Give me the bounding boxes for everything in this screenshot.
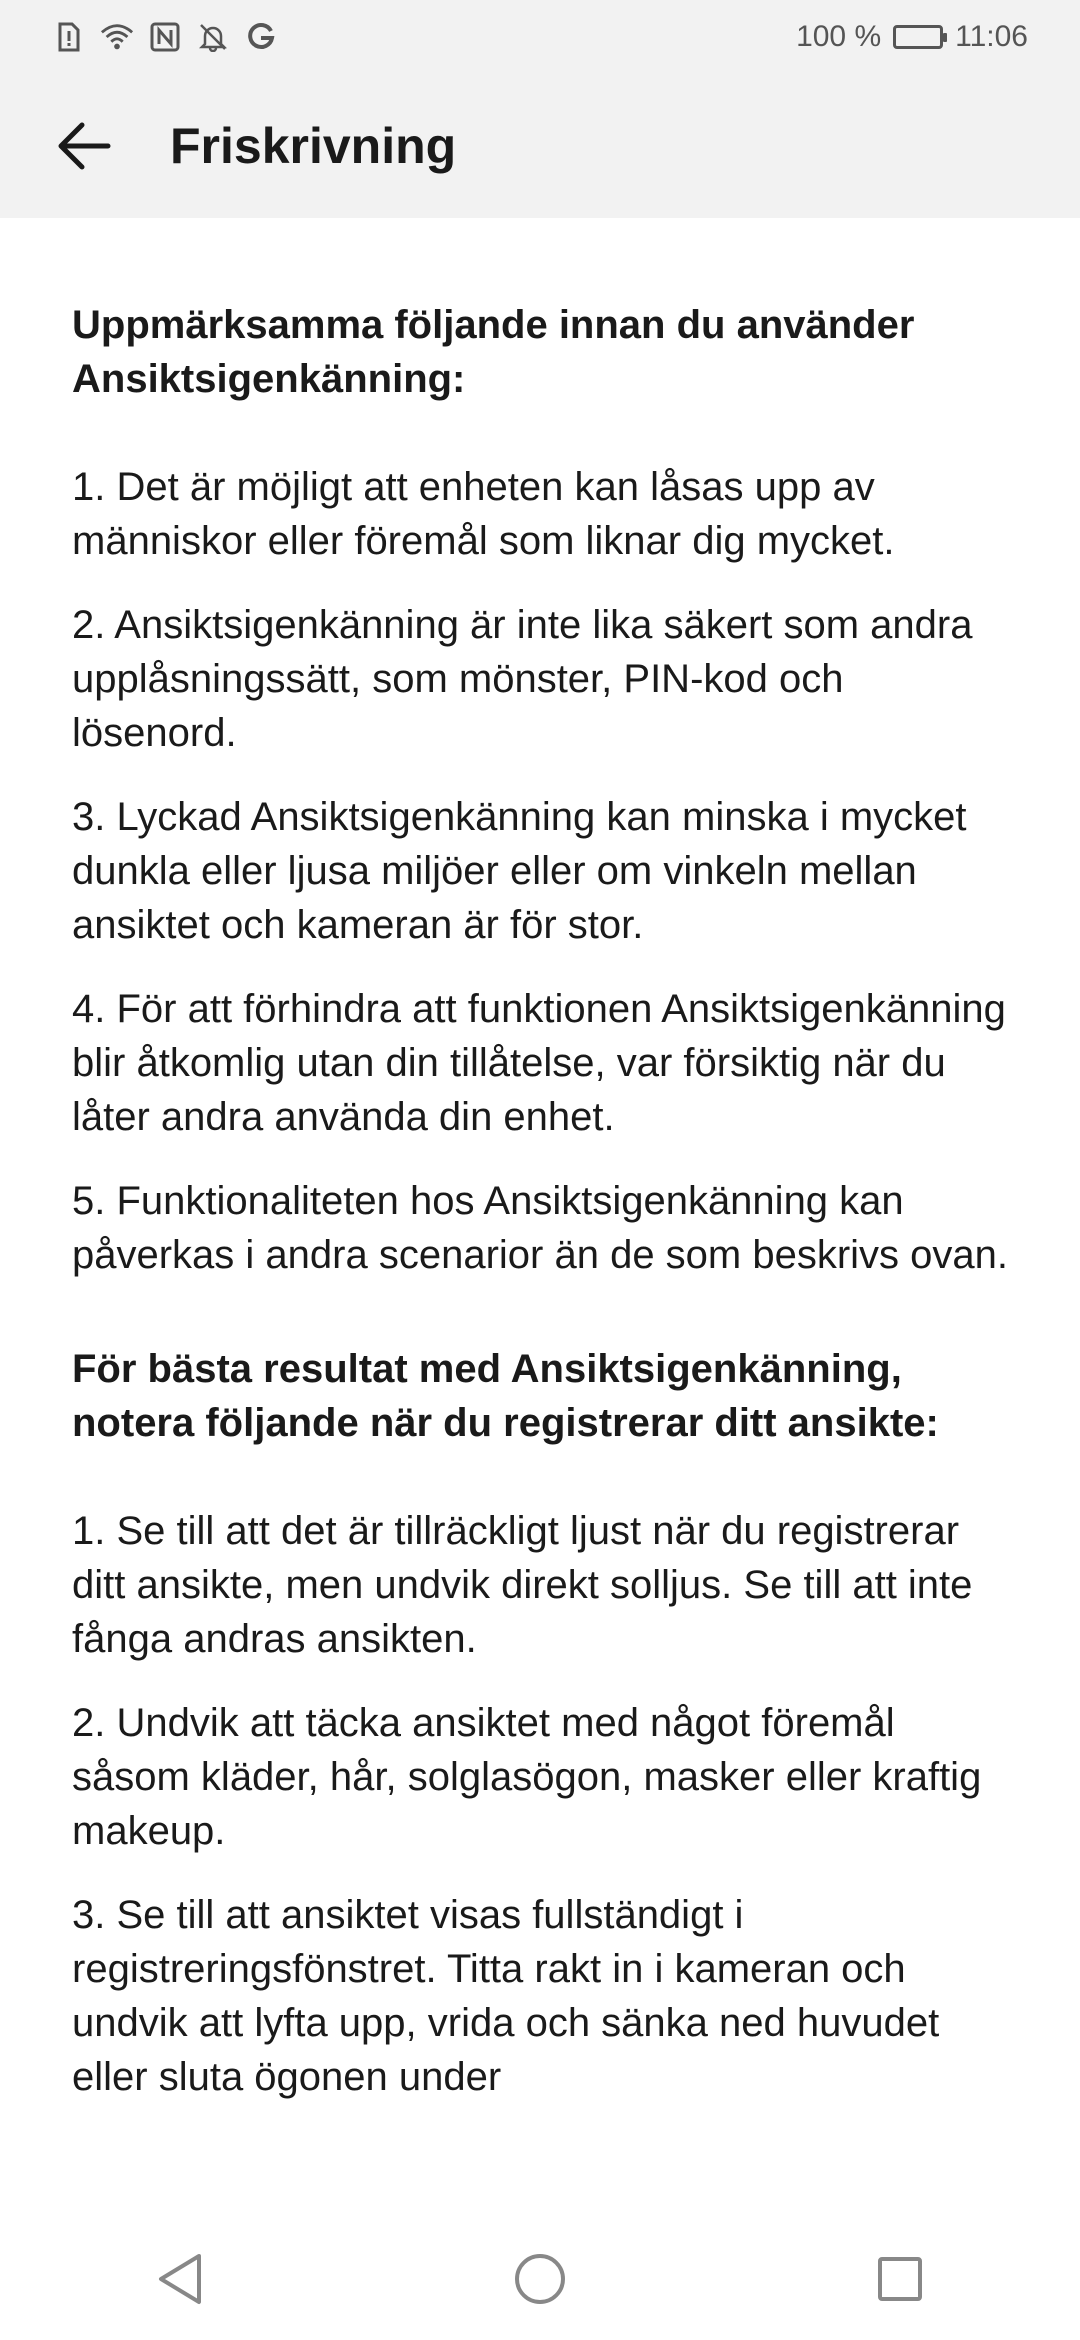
page-title: Friskrivning [170, 118, 457, 174]
nav-home-button[interactable] [500, 2239, 580, 2319]
section-heading: För bästa resultat med Ansiktsigenkänning, notera följande när du registrerar ditt ansikte: [72, 1347, 939, 1445]
clock: 11:06 [955, 20, 1028, 53]
nav-recents-button[interactable] [860, 2239, 940, 2319]
list-item: 2. Undvik att täcka ansiktet med något föremål såsom kläder, hår, solglasögon, masker eller kraftig makeup. [72, 1701, 982, 1853]
section-heading: Uppmärksamma följande innan du använder Ansiktsigenkänning: [72, 303, 915, 401]
list-item: 1. Se till att det är tillräckligt ljust när du registrerar ditt ansikte, men undvik direkt solljus. Se till att inte fånga andras ansikten. [72, 1509, 973, 1661]
status-icons [52, 20, 278, 54]
list-item: 1. Det är möjligt att enheten kan låsas upp av människor eller föremål som liknar dig mycket. [72, 465, 895, 563]
google-icon [244, 20, 278, 54]
list-item: 3. Lyckad Ansiktsigenkänning kan minska i mycket dunkla eller ljusa miljöer eller om vinkeln mellan ansiktet och kameran är för stor. [72, 795, 967, 947]
wifi-icon [100, 20, 134, 54]
list-item: 4. För att förhindra att funktionen Ansiktsigenkänning blir åtkomlig utan din tillåtelse, var försiktig när du låter andra använda din enhet. [72, 987, 1006, 1139]
battery-percent: 100 % [796, 20, 882, 53]
sim-alert-icon [52, 20, 86, 54]
home-circle-icon [512, 2251, 568, 2307]
disclaimer-content[interactable] [0, 218, 1080, 2218]
app-bar [0, 74, 1080, 218]
recents-square-icon [875, 2254, 925, 2304]
navigation-bar [0, 2218, 1080, 2340]
back-button[interactable] [48, 110, 120, 182]
status-bar [0, 0, 1080, 74]
battery-icon [893, 25, 943, 49]
list-item: 2. Ansiktsigenkänning är inte lika säkert som andra upplåsningssätt, som mönster, PIN-kod och lösenord. [72, 603, 973, 755]
nfc-icon [148, 20, 182, 54]
status-right [796, 20, 1028, 54]
back-triangle-icon [155, 2251, 205, 2307]
list-item: 3. Se till att ansiktet visas fullständigt i registreringsfönstret. Titta rakt in i kameran och undvik att lyfta upp, vrida och sänka ned huvudet eller sluta ögonen under [72, 1893, 940, 2099]
nav-back-button[interactable] [140, 2239, 220, 2319]
list-item: 5. Funktionaliteten hos Ansiktsigenkänning kan påverkas i andra scenarior än de som beskrivs ovan. [72, 1179, 1009, 1277]
bell-off-icon [196, 20, 230, 54]
arrow-left-icon [54, 116, 114, 176]
